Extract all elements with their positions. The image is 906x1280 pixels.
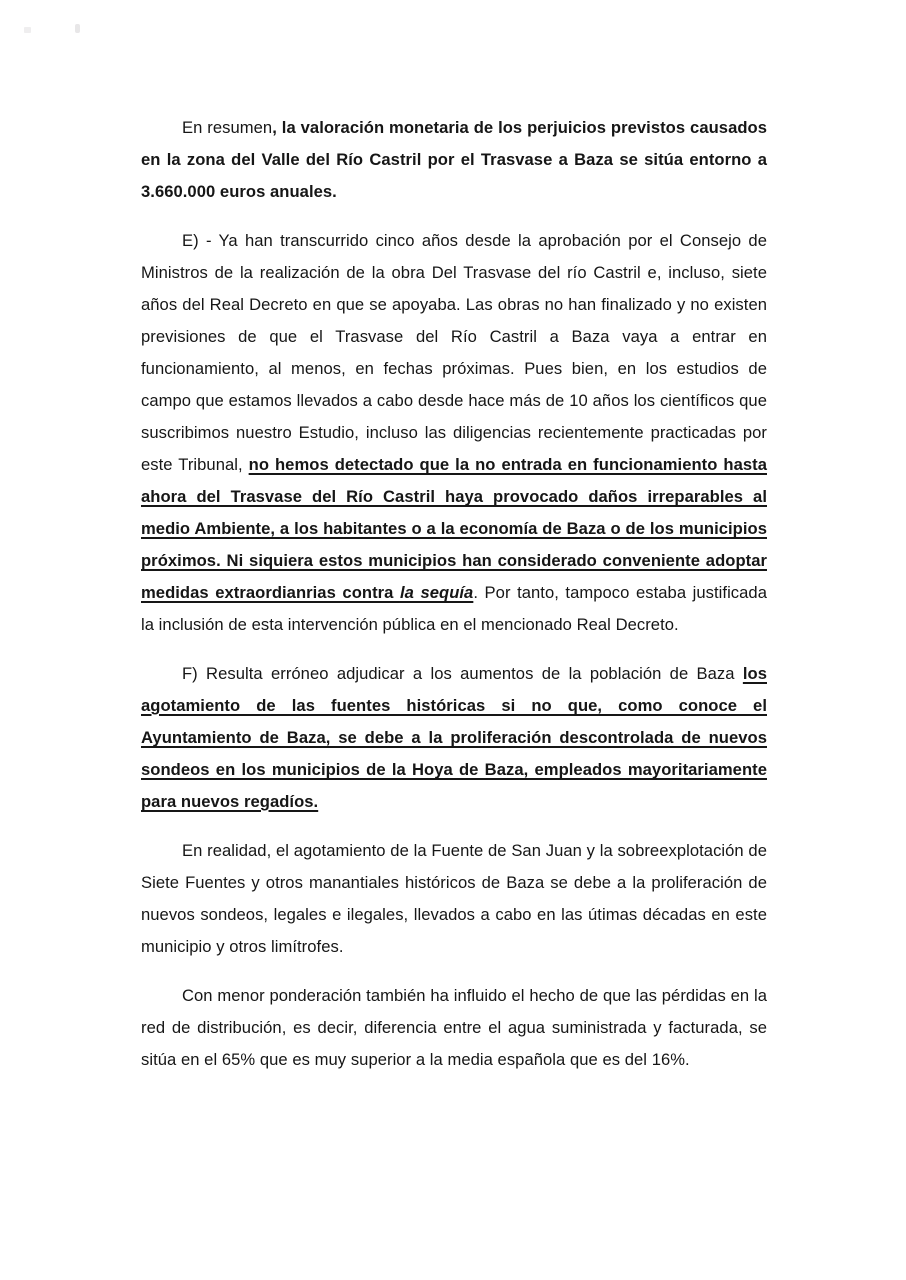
document-text-body — [141, 112, 767, 1076]
paragraph-e — [141, 225, 767, 641]
paragraph-e-plain-before: E) - Ya han transcurrido cinco años desde la aprobación por el Consejo de Ministros de la realización de la obra Del Trasvase del río Castril e, incluso, siete años del Real Decreto en que se apoyaba. Las obras no han finalizado y no existen previsiones de que el Trasvase del Río Castril a Baza vaya a entrar en funcionamiento, al menos, en fechas próximas. Pues bien, en los estudios de campo que estamos llevados a cabo desde hace más de 10 años los científicos que suscribimos nuestro Estudio, incluso las diligencias recientemente practicadas por este Tribunal, — [141, 231, 767, 474]
paragraph-f — [141, 658, 767, 818]
scan-smudge-right-icon — [75, 24, 80, 33]
paragraph-e-emphasis: no hemos detectado que la no entrada en funcionamiento hasta ahora del Trasvase del Río Castril haya provocado daños irreparables al medio Ambiente, a los habitantes o a la economía de Baza o de los municipios próximos. Ni siquiera estos municipios han considerado conveniente adoptar medidas extraordianrias contra — [141, 455, 767, 602]
paragraph-e-emphasis-italic — [400, 583, 473, 602]
paragraph-resumen-lead: En resumen — [182, 118, 273, 137]
paragraph-f-emphasis: los agotamiento de las fuentes históricas si no que, como conoce el Ayuntamiento de Baza, se debe a la proliferación descontrolada de nuevos sondeos en los municipios de la Hoya de Baza, empleados mayoritariamente para nuevos regadíos. — [141, 664, 767, 811]
paragraph-realidad: En realidad, el agotamiento de la Fuente de San Juan y la sobreexplotación de Siete Fuentes y otros manantiales históricos de Baza se debe a la proliferación de nuevos sondeos, legales e ilegales, llevados a cabo en las útimas décadas en este municipio y otros limítrofes. — [141, 841, 767, 956]
paragraph-f-plain-before: F) Resulta erróneo adjudicar a los aumentos de la población de Baza — [182, 664, 743, 683]
paragraph-resumen-bold: , la valoración monetaria de los perjuicios previstos causados en la zona del Valle del Río Castril por el Trasvase a Baza se sitúa entorno a 3.660.000 euros anuales. — [141, 118, 767, 201]
scan-smudge-left-icon — [24, 27, 31, 33]
paragraph-ponderacion: Con menor ponderación también ha influido el hecho de que las pérdidas en la red de distribución, es decir, diferencia entre el agua suministrada y facturada, se sitúa en el 65% que es muy superior a la media española que es del 16%. — [141, 986, 767, 1069]
paragraph-e-plain-after: . Por tanto, tampoco estaba justificada la inclusión de esta intervención pública en el mencionado Real Decreto. — [141, 583, 767, 634]
paragraph-e-italic-term: la sequía — [399, 583, 474, 602]
paragraph-resumen — [141, 112, 767, 208]
